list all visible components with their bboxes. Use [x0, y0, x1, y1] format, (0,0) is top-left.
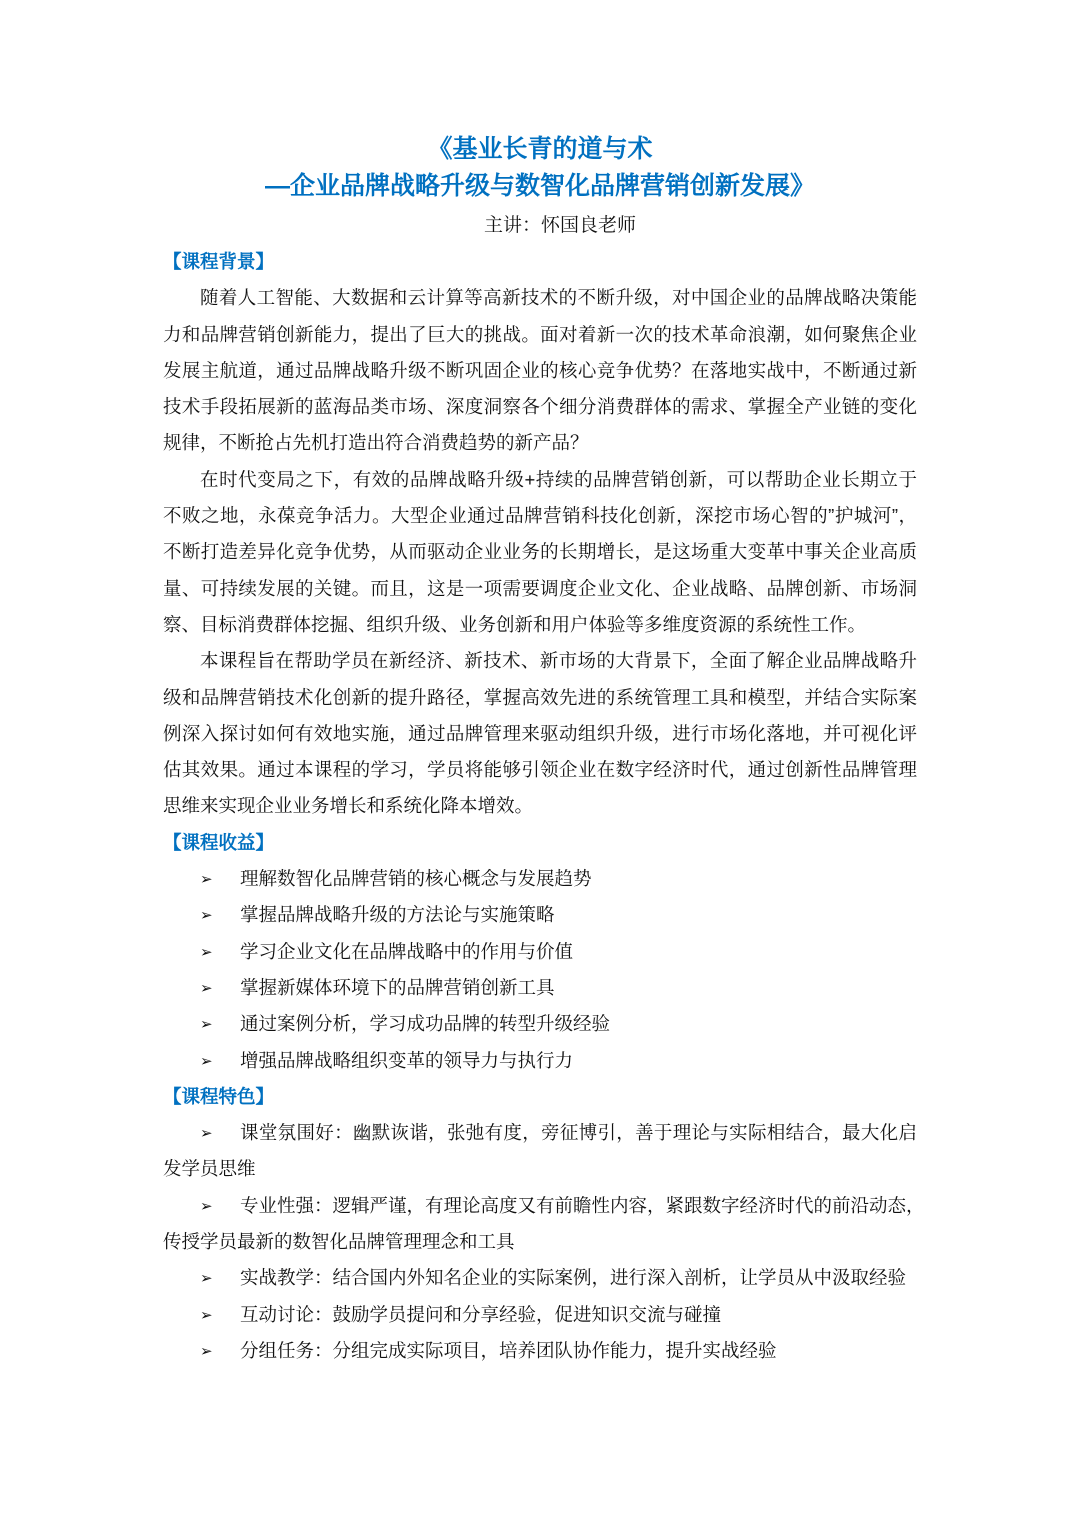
feature-text: 实战教学：结合国内外知名企业的实际案例，进行深入剖析，让学员从中汲取经验	[240, 1267, 907, 1289]
paragraph-line: 随着人工智能、大数据和云计算等高新技术的不断升级，对中国企业的品牌战略决策能	[200, 287, 917, 309]
benefit-item	[163, 1043, 917, 1079]
section-heading-benefits: 【课程收益】	[163, 831, 275, 853]
paragraph-line: 例深入探讨如何有效地实施，通过品牌管理来驱动组织升级，进行市场化落地，并可视化评	[163, 722, 917, 744]
feature-item	[163, 1297, 917, 1333]
benefit-item	[163, 897, 917, 933]
features-list	[163, 1115, 925, 1369]
paragraph-line: 量、可持续发展的关键。而且，这是一项需要调度企业文化、企业战略、品牌创新、市场洞	[163, 577, 917, 599]
feature-first-line	[163, 1188, 925, 1224]
paragraph-line: 不断打造差异化竞争优势，从而驱动企业业务的长期增长，是这场重大变革中事关企业高质	[163, 541, 917, 563]
benefit-item	[163, 1006, 917, 1042]
feature-text: 课堂氛围好：幽默诙谐，张弛有度，旁征博引，善于理论与实际相结合，最大化启	[240, 1122, 917, 1144]
feature-first-line	[163, 1297, 917, 1333]
benefit-text: 理解数智化品牌营销的核心概念与发展趋势	[240, 868, 592, 890]
title-line-2: —企业品牌战略升级与数智化品牌营销创新发展》	[264, 172, 815, 200]
paragraph-line: 思维来实现企业业务增长和系统化降本增效。	[163, 795, 534, 817]
paragraph-line: 本课程旨在帮助学员在新经济、新技术、新市场的大背景下，全面了解企业品牌战略升	[200, 650, 917, 672]
background-paragraph-1	[163, 280, 917, 461]
feature-text: 互动讨论：鼓励学员提问和分享经验，促进知识交流与碰撞	[240, 1303, 722, 1325]
feature-continuation-line: 传授学员最新的数智化品牌管理理念和工具	[163, 1231, 515, 1253]
arrow-bullet-icon: ➢	[200, 1341, 213, 1360]
arrow-bullet-icon: ➢	[200, 906, 213, 925]
feature-first-line	[163, 1260, 917, 1296]
arrow-bullet-icon: ➢	[200, 1196, 213, 1215]
paragraph-line: 察、目标消费群体挖掘、组织升级、业务创新和用户体验等多维度资源的系统性工作。	[163, 613, 867, 635]
background-paragraph-3	[163, 643, 917, 824]
arrow-bullet-icon: ➢	[200, 870, 213, 889]
arrow-bullet-icon: ➢	[200, 942, 213, 961]
arrow-bullet-icon: ➢	[200, 1124, 213, 1143]
paragraph-line: 在时代变局之下，有效的品牌战略升级+持续的品牌营销创新，可以帮助企业长期立于	[200, 468, 917, 490]
benefit-text: 增强品牌战略组织变革的领导力与执行力	[240, 1049, 574, 1071]
paragraph-line: 规律，不断抢占先机打造出符合消费趋势的新产品？	[163, 432, 589, 454]
arrow-bullet-icon: ➢	[200, 978, 213, 997]
arrow-bullet-icon: ➢	[200, 1051, 213, 1070]
document-body	[163, 244, 925, 1369]
benefit-item	[163, 861, 917, 897]
presenter-line: 主讲：怀国良老师	[483, 215, 636, 236]
benefit-text: 通过案例分析，学习成功品牌的转型升级经验	[240, 1013, 611, 1035]
section-heading-features: 【课程特色】	[163, 1085, 275, 1107]
feature-item	[163, 1260, 917, 1296]
feature-first-line	[163, 1115, 917, 1151]
benefit-item	[163, 934, 917, 970]
feature-continuation-line: 发学员思维	[163, 1158, 256, 1180]
title-line-1: 《基业长青的道与术	[427, 135, 653, 163]
paragraph-line: 估其效果。通过本课程的学习，学员将能够引领企业在数字经济时代，通过创新性品牌管理	[163, 759, 917, 781]
paragraph-line: 技术手段拓展新的蓝海品类市场、深度洞察各个细分消费群体的需求、掌握全产业链的变化	[163, 396, 917, 418]
feature-text: 专业性强：逻辑严谨，有理论高度又有前瞻性内容，紧跟数字经济时代的前沿动态，	[240, 1194, 925, 1216]
benefit-text: 掌握新媒体环境下的品牌营销创新工具	[240, 976, 555, 998]
feature-first-line	[163, 1333, 917, 1369]
paragraph-line: 级和品牌营销技术化创新的提升路径，掌握高效先进的系统管理工具和模型，并结合实际案	[163, 686, 917, 708]
feature-text: 分组任务：分组完成实际项目，培养团队协作能力，提升实战经验	[240, 1339, 777, 1361]
paragraph-line: 发展主航道，通过品牌战略升级不断巩固企业的核心竞争优势？在落地实战中，不断通过新	[163, 359, 917, 381]
background-paragraph-2	[163, 462, 917, 643]
benefit-item	[163, 970, 917, 1006]
benefit-text: 掌握品牌战略升级的方法论与实施策略	[240, 904, 555, 926]
paragraph-line: 不败之地，永葆竞争活力。大型企业通过品牌营销科技化创新，深挖市场心智的”护城河”，	[163, 505, 917, 527]
arrow-bullet-icon: ➢	[200, 1269, 213, 1288]
section-heading-background: 【课程背景】	[163, 251, 275, 272]
paragraph-line: 力和品牌营销创新能力，提出了巨大的挑战。面对着新一次的技术革命浪潮，如何聚焦企业	[163, 323, 917, 345]
arrow-bullet-icon: ➢	[200, 1305, 213, 1324]
document-header	[0, 131, 1080, 244]
benefit-text: 学习企业文化在品牌战略中的作用与价值	[240, 940, 574, 962]
feature-item	[163, 1115, 917, 1188]
benefits-list	[163, 861, 917, 1079]
feature-item	[163, 1333, 917, 1369]
arrow-bullet-icon: ➢	[200, 1015, 213, 1034]
feature-item	[163, 1188, 925, 1261]
